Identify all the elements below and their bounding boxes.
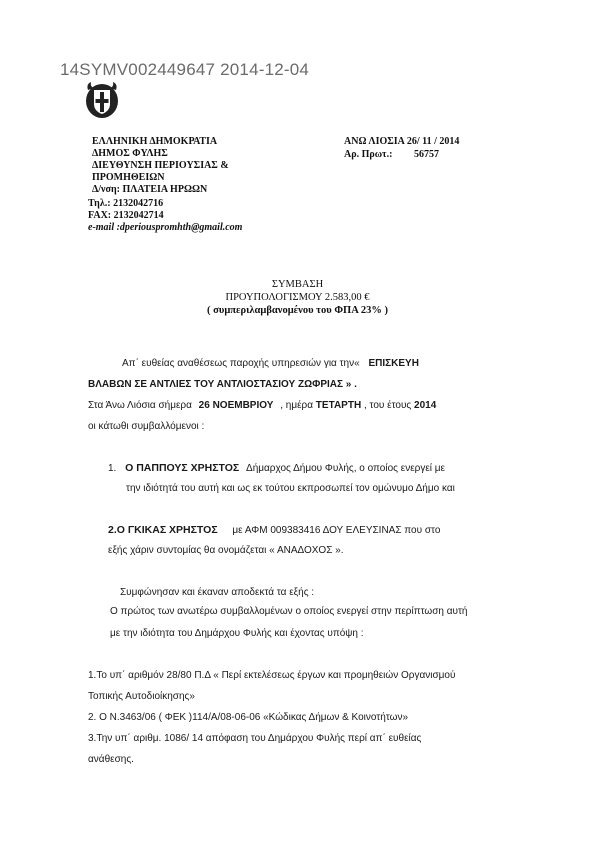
consideration-3-line-2: ανάθεσης.	[88, 754, 134, 765]
party-1-role: Δήμαρχος Δήμου Φυλής, ο οποίος ενεργεί με	[246, 463, 446, 474]
party-2-name: 2.Ο ΓΚΙΚΑΣ ΧΡΗΣΤΟΣ	[108, 524, 218, 536]
intro-subject: ΒΛΑΒΩΝ ΣΕ ΑΝΤΛΙΕΣ ΤΟΥ ΑΝΤΛΙΟΣΤΑΣΙΟΥ ΖΩΦΡΙΑΣ » .	[88, 379, 357, 390]
header-directorate-cont: ΠΡΟΜΗΘΕΙΩΝ	[92, 172, 165, 183]
intro-subject-start: ΕΠΙΣΚΕΥΗ	[368, 358, 419, 369]
header-country: ΕΛΛΗΝΙΚΗ ΔΗΜΟΚΡΑΤΙΑ	[92, 136, 218, 147]
header-address: Δ/νση: ΠΛΑΤΕΙΑ ΗΡΩΩΝ	[92, 184, 208, 195]
header-directorate: ΔΙΕΥΘΥΝΣΗ ΠΕΡΙΟΥΣΙΑΣ &	[92, 160, 229, 171]
agreement-line-1: Συμφώνησαν και έκαναν αποδεκτά τα εξής :	[120, 587, 315, 598]
party-1-line-1	[108, 458, 445, 479]
header-phone: Τηλ.: 2132042716	[88, 198, 164, 209]
intro-day-label: , ημέρα	[280, 400, 314, 411]
header-contacts	[88, 198, 242, 234]
party-2-line-1	[108, 520, 440, 541]
consideration-1-line-2: Τοπικής Αυτοδιοίκησης»	[88, 691, 195, 702]
consideration-1-line-1: 1.Το υπ΄ αριθμόν 28/80 Π.Δ « Περί εκτελέσεως έργων και προμηθειών Οργανισμού	[88, 670, 456, 681]
doc-title: ΣΥΜΒΑΣΗ	[271, 279, 324, 290]
intro-place: Στα Άνω Λιόσια σήμερα	[88, 400, 192, 411]
party-2-tax-id: με ΑΦΜ 009383416 ΔΟΥ ΕΛΕΥΣΙΝΑΣ που στο	[232, 525, 441, 536]
header-fax: FAX: 2132042714	[88, 210, 164, 221]
header-protocol-label: Αρ. Πρωτ.:	[344, 149, 393, 160]
header-place-date: ΑΝΩ ΛΙΟΣΙΑ 26/ 11 / 2014	[344, 136, 460, 147]
consideration-3-line-1: 3.Την υπ΄ αριθμ. 1086/ 14 απόφαση του Δημάρχου Φυλής περί απ΄ ευθείας	[88, 733, 422, 744]
doc-budget: ΠΡΟΥΠΟΛΟΓΙΣΜΟΥ 2.583,00 €	[225, 292, 370, 303]
intro-award-text: Απ΄ ευθείας αναθέσεως παροχής υπηρεσιών για την«	[122, 358, 360, 369]
intro-parties: οι κάτωθι συμβαλλόμενοι :	[88, 421, 205, 432]
party-1-line-2: την ιδιότητά του αυτή και ως εκ τούτου εκπροσωπεί τον ομώνυμο Δήμο και	[126, 483, 455, 494]
header-org-block	[92, 136, 229, 196]
intro-date: 26 ΝΟΕΜΒΡΙΟΥ	[198, 400, 274, 411]
intro-day: ΤΕΤΑΡΤΗ	[315, 400, 362, 411]
agreement-line-3: με την ιδιότητα του Δημάρχου Φυλής και έχοντας υπόψη :	[110, 628, 364, 639]
header-protocol-number: 56757	[414, 149, 439, 160]
ada-watermark: 14SYMV002449647 2014-12-04	[60, 60, 310, 79]
greek-emblem-icon	[82, 80, 122, 120]
party-2-line-2: εξής χάριν συντομίας θα ονομάζεται « ΑΝΑΔΟΧΟΣ ».	[108, 545, 344, 556]
intro-year-label: , του έτους	[363, 400, 412, 411]
header-email: e-mail :dperiouspromhth@gmail.com	[88, 222, 243, 233]
header-municipality: ΔΗΜΟΣ ΦΥΛΗΣ	[92, 148, 168, 159]
intro-year: 2014	[414, 400, 437, 411]
party-1-number: 1.	[108, 463, 117, 474]
agreement-line-2: Ο πρώτος των ανωτέρω συμβαλλομένων ο οποίος ενεργεί στην περίπτωση αυτή	[110, 606, 468, 617]
intro-line-1	[122, 354, 419, 374]
consideration-2: 2. Ο Ν.3463/06 ( ΦΕΚ )114/Α/08-06-06 «Κώδικας Δήμων & Κοινοτήτων»	[88, 712, 408, 723]
intro-date-line	[88, 396, 436, 416]
party-1-name: Ο ΠΑΠΠΟΥΣ ΧΡΗΣΤΟΣ	[125, 462, 240, 474]
doc-vat-note: ( συμπεριλαμβανομένου του ΦΠΑ 23% )	[207, 305, 388, 316]
